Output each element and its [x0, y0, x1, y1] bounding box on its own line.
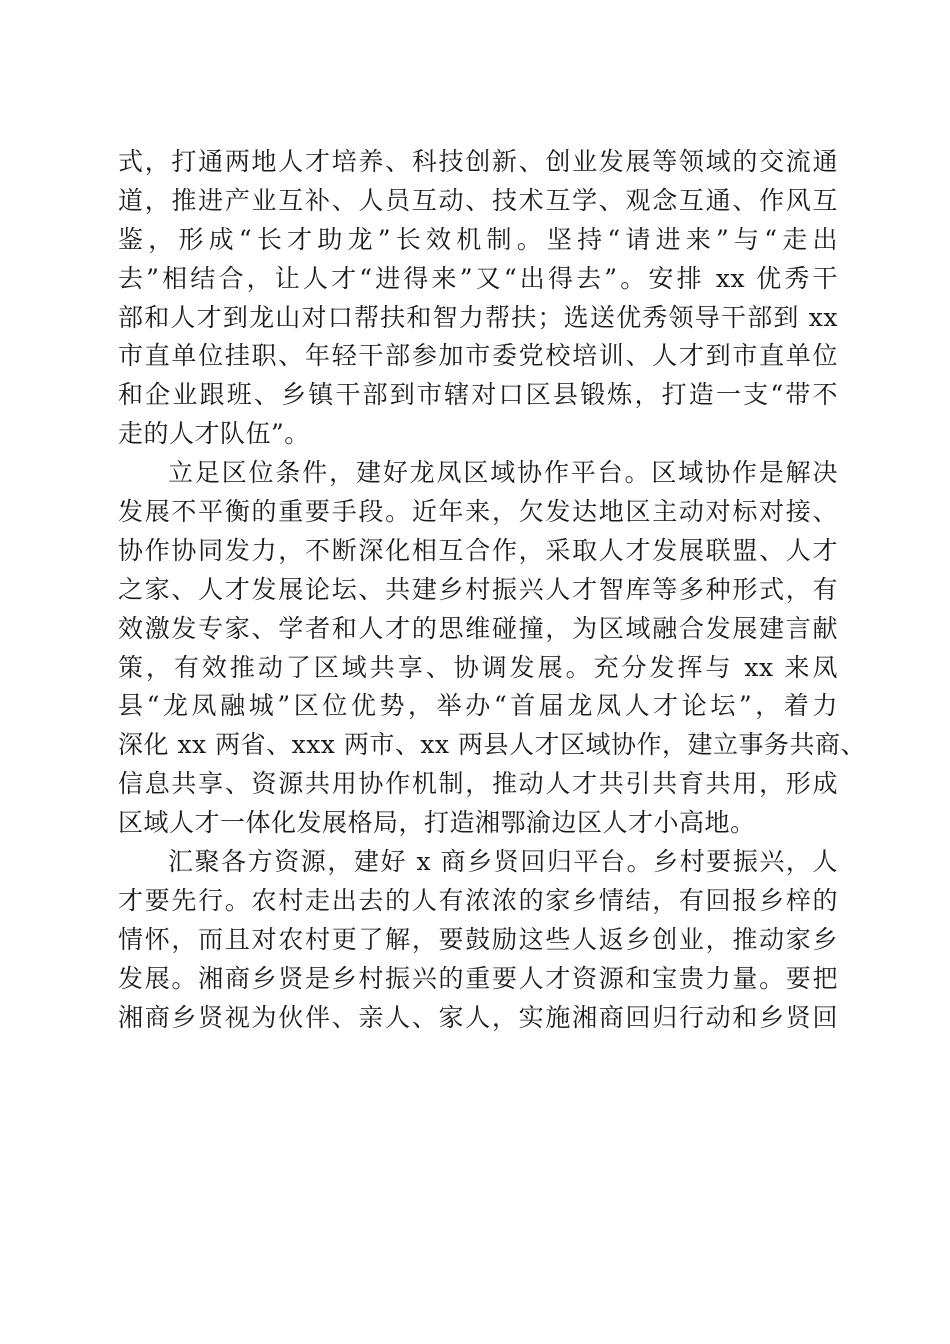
paragraph-1-line-6: 市直单位挂职、年轻干部参加市委党校培训、人才到市直单位 — [118, 341, 838, 371]
paragraph-2-line-1: 立足区位条件，建好龙凤区域协作平台。区域协作是解决 — [168, 458, 838, 488]
paragraph-3-line-5: 湘商乡贤视为伙伴、亲人、家人，实施湘商回归行动和乡贤回 — [118, 1002, 838, 1032]
paragraph-2-line-3: 协作协同发力，不断深化相互合作，采取人才发展联盟、人才 — [118, 535, 838, 565]
paragraph-2-line-2: 发展不平衡的重要手段。近年来，欠发达地区主动对标对接、 — [118, 497, 838, 527]
paragraph-3-line-2: 才要先行。农村走出去的人有浓浓的家乡情结，有回报乡梓的 — [118, 885, 838, 915]
paragraph-1-line-2: 道，推进产业互补、人员互动、技术互学、观念互通、作风互 — [118, 185, 838, 215]
paragraph-2-line-7: 县“龙凤融城”区位优势，举办“首届龙凤人才论坛”，着力 — [118, 691, 838, 721]
paragraph-2-line-10: 区域人才一体化发展格局，打造湘鄂渝边区人才小高地。 — [118, 808, 756, 838]
paragraph-2-line-5: 效激发专家、学者和人才的思维碰撞，为区域融合发展建言献 — [118, 613, 838, 643]
body-text — [118, 143, 866, 1037]
paragraph-1-line-4: 去”相结合，让人才“进得来”又“出得去”。安排 xx 优秀干 — [118, 263, 838, 293]
paragraph-1-line-8: 走的人才队伍”。 — [118, 419, 310, 449]
paragraph-1-line-5: 部和人才到龙山对口帮扶和智力帮扶；选送优秀领导干部到 xx — [118, 302, 838, 332]
paragraph-1-line-1: 式，打通两地人才培养、科技创新、创业发展等领域的交流通 — [118, 147, 838, 176]
paragraph-2-line-8: 深化 xx 两省、xxx 两市、xx 两县人才区域协作，建立事务共商、 — [118, 730, 866, 760]
paragraph-2-line-4: 之家、人才发展论坛、共建乡村振兴人才智库等多种形式，有 — [118, 574, 838, 604]
paragraph-2-line-9: 信息共享、资源共用协作机制，推动人才共引共育共用，形成 — [118, 769, 838, 799]
paragraph-1-line-3: 鉴，形成“长才助龙”长效机制。坚持“请进来”与“走出 — [118, 224, 838, 254]
paragraph-3-line-3: 情怀，而且对农村更了解，要鼓励这些人返乡创业，推动家乡 — [118, 924, 838, 954]
paragraph-3-line-1: 汇聚各方资源，建好 x 商乡贤回归平台。乡村要振兴，人 — [168, 847, 838, 877]
paragraph-3-line-4: 发展。湘商乡贤是乡村振兴的重要人才资源和宝贵力量。要把 — [118, 963, 838, 993]
paragraph-2-line-6: 策，有效推动了区域共享、协调发展。充分发挥与 xx 来凤 — [118, 652, 838, 682]
paragraph-1-line-7: 和企业跟班、乡镇干部到市辖对口区县锻炼，打造一支“带不 — [118, 380, 838, 410]
